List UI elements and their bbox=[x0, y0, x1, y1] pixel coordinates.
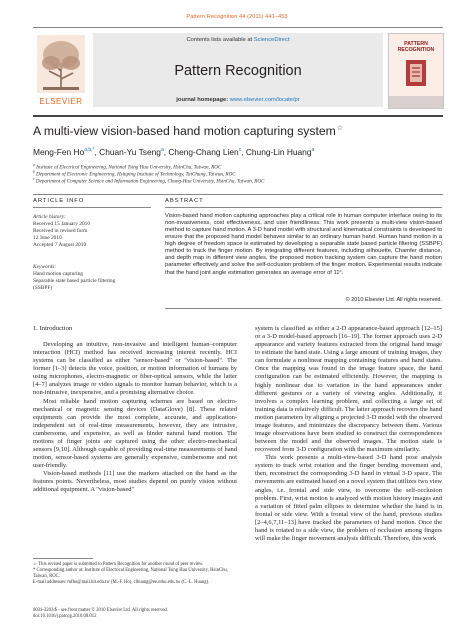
history-entry: 12 June 2010 bbox=[33, 235, 62, 241]
abstract-heading: ABSTRACT bbox=[165, 198, 204, 204]
abstract-text: Vision-based hand motion capturing approaches play a critical role in human computer interface owing to its non-invasiveness, cost effectiveness, and user friendliness. This work presents a multi-view vision-based method to capture hand motion. A 3-D hand model with structural and kinematical constraints is developed to ensure that the proposed hand model behaves similar to an ordinary human hand. Human hand motion in a high degree of freedom space is estimated by developing a separable state based particle filtering (SSBPF) method to track the finger motion. By integrating different features, including silhouette, Chamfer distance, and depth map in different view angles, the proposed motion tracking system can capture the hand motion parameter effectively and solve the self-occlusion problem of the finger motion. Experimental results indicate that the hand joint angle estimation generates an average error of 11°. bbox=[165, 213, 442, 276]
author-name: Cheng-Chang Lien bbox=[168, 147, 239, 157]
footnotes bbox=[33, 562, 237, 586]
footnote-rule bbox=[33, 558, 93, 559]
homepage-link[interactable]: www.elsevier.com/locate/pr bbox=[229, 97, 300, 103]
publisher-name: ELSEVIER bbox=[39, 97, 83, 106]
abstract-rule bbox=[165, 207, 442, 208]
journal-cover bbox=[388, 33, 444, 109]
journal-name: Pattern Recognition bbox=[174, 63, 302, 79]
keywords-label: Keywords: bbox=[33, 264, 57, 270]
doi-line: doi:10.1016/j.patcog.2010.08.012 bbox=[33, 613, 97, 619]
masthead-rule bbox=[33, 115, 443, 117]
section-heading-introduction: 1. Introduction bbox=[33, 325, 73, 332]
author-affiliation-mark: a bbox=[160, 147, 164, 154]
keyword: Hand motion capturing bbox=[33, 271, 84, 277]
affiliation-mark: b bbox=[33, 170, 35, 174]
copyright-line: © 2010 Elsevier Ltd. All rights reserved. bbox=[345, 297, 442, 303]
author-name: Chung-Lin Huang bbox=[245, 147, 312, 157]
contents-line bbox=[93, 37, 383, 43]
body-paragraph: system is classified as either a 2-D appearance-based approach [12–15] or a 3-D model-based approach [16–19]. The former approach uses 2-D appearance and variety features extracted from the original hand image to estimate the hand state. Using a large amount of training images, they can formulate a nonlinear mapping containing features and hand states. Once the mapping was found in the image feature space, the hand configuration can be estimated efficiently. However, the mapping is highly nonlinear due to variation in the hand appearances under different gestures or a variety of viewing angles. Additionally, it involves a complex learning problem, and collecting a large set of training data is relatively difficult. The latter approach recovers the hand motion parameters by aligning a projected 3-D model with the observed image features, and minimizes the discrepancy between them. Various image observations have been studied to construct the correspondences between the model and the observed images. The motion state is recovered from 3-D configuration with the maximum similarity. bbox=[255, 325, 442, 454]
affiliation bbox=[33, 177, 264, 185]
affiliation-text: Department of Computer Science and Information Engineering, Chung-Hua University, HsinChu, Taiwan, ROC bbox=[35, 178, 265, 185]
front-matter-meta bbox=[33, 608, 237, 620]
keyword: Separable state based particle filtering bbox=[33, 278, 116, 284]
abstract-bottom-rule bbox=[165, 308, 442, 309]
affiliation-text: Institute of Electrical Engineering, National Tsing Hua University, HsinChu, Taiwan, ROC bbox=[36, 164, 222, 171]
author-affiliation-mark: c bbox=[238, 147, 242, 154]
contents-prefix: Contents lists available at bbox=[186, 37, 254, 43]
footnote: * Corresponding author at: Institute of Electrical Engineering, National Tsing Hua University, HsinChu, Taiwan, ROC. bbox=[33, 568, 228, 579]
history-entry: Accepted 7 August 2010 bbox=[33, 242, 87, 248]
masthead-center bbox=[93, 33, 383, 107]
keyword: (SSBPF) bbox=[33, 285, 53, 291]
history-label: Article history: bbox=[33, 214, 66, 220]
affiliation-mark: c bbox=[33, 177, 35, 181]
body-paragraph: This work presents a multi-view-based 3-D hand pose analysis system to track wrist rotation and the finger bending movement and, then, reconstruct the corresponding 3-D hand in virtual 3-D space. The movements are estimated based on a novel system that utilizes two view angles, i.e. frontal and side view, to overcome the self-occlusion problem. First, wrist motion is analyzed with motion history images and a variation of fitted palm ellipses to determine whether the hand is in frontal or side view. With a frontal view of the hand, previous studies [2–4,6,7,11–13] have tracked the parameters of hand motion. Once the hand is rotated to a side view, the problem of occlusion among fingers will make the finger movement analysis difficult. Therefore, this work bbox=[255, 454, 442, 543]
paper-title bbox=[33, 124, 343, 138]
homepage-prefix: journal homepage: bbox=[176, 97, 230, 103]
author-affiliation-mark: a bbox=[311, 147, 315, 154]
body-paragraph: Developing an intuitive, non-invasive and intelligent human–computer interaction (HCI) method has received increasing interest recently. HCI systems can be classified as either "sensor-based" or "vision-based". The former [1–3] detects the voice, position, or motion information of humans by using microphones, electro-magnetic or fiber-optical sensors, while the latter [4–7] analyzes image or video signals to monitor human behavior, which is a non-intrusive, inexpensive, and a promising alternative choice. bbox=[33, 341, 237, 397]
journal-masthead bbox=[33, 33, 443, 113]
issn-line: 0031-3203/$ - see front matter © 2010 Elsevier Ltd. All rights reserved. bbox=[33, 608, 168, 613]
author-affiliation-mark: a,b,* bbox=[84, 147, 95, 154]
footnote: E-mail addresses: mfho@mail.hit.edu.tw (M.-F. Ho), clhuang@ee.nthu.edu.tw (C.-L. Huang). bbox=[33, 580, 210, 585]
footnote: ☆ This revised paper is submitted to Pattern Recognition for another round of peer review. bbox=[33, 562, 204, 567]
header-rule bbox=[33, 27, 443, 28]
author-name: Meng-Fen Ho bbox=[33, 147, 85, 157]
body-paragraph: Most reliable hand motion capturing schemes are based on electro-mechanical or magnetic sensing devices (DataGlove) [8]. These related equipments can provide the most complete, accurate, and application-independent set of real-time measurements, however, they are intrusive, cumbersome, and expensive, as well as hinder natural hand motion. The motions of finger joints are captured using the other electro-mechanical sensors [9,10]. Although capable of providing real-time measurements of hand motion, sensor-based systems are generally expensive, cumbersome and not user-friendly. bbox=[33, 397, 237, 470]
author-name: Chuan-Yu Tseng bbox=[99, 147, 161, 157]
paper-title-text: A multi-view vision-based hand motion capturing system bbox=[33, 124, 336, 139]
affiliation-mark: a bbox=[33, 163, 35, 167]
sciencedirect-link[interactable]: ScienceDirect bbox=[253, 37, 290, 43]
cover-title: PATTERN RECOGNITION bbox=[397, 41, 435, 53]
journal-reference: Pattern Recognition 44 (2011) 441–453 bbox=[186, 14, 288, 20]
body-paragraph: Vision-based methods [11] use the markers attached on the hand as the features points. Nevertheless, most studies depend on purely vision without additional equipment. A "vision-based" bbox=[33, 470, 237, 494]
history-entry: Received 15 January 2010 bbox=[33, 221, 91, 227]
article-info-rule bbox=[33, 207, 151, 208]
cover-emblem-icon bbox=[403, 58, 429, 88]
cover-footer-bar bbox=[389, 96, 443, 108]
body-column-right bbox=[255, 325, 442, 543]
body-column-left bbox=[33, 341, 237, 494]
history-entry: Received in revised form bbox=[33, 228, 88, 234]
title-footnote-mark: ☆ bbox=[336, 125, 344, 132]
article-info-heading: ARTICLE INFO bbox=[33, 198, 85, 204]
author-list: Meng-Fen $Ho^{a,b,*}$, Chuan-Yu Tseng$^a$, Cheng-Chang Lien$^c$, Chung-Lin Huang$^a$ bbox=[33, 147, 315, 157]
affiliation-rule bbox=[33, 194, 443, 195]
homepage-line bbox=[93, 97, 383, 103]
affiliation-text: Department of Electronic Engineering, Hsiuping Institute of Technology, TaiChung, Taiwan, ROC bbox=[36, 171, 236, 178]
